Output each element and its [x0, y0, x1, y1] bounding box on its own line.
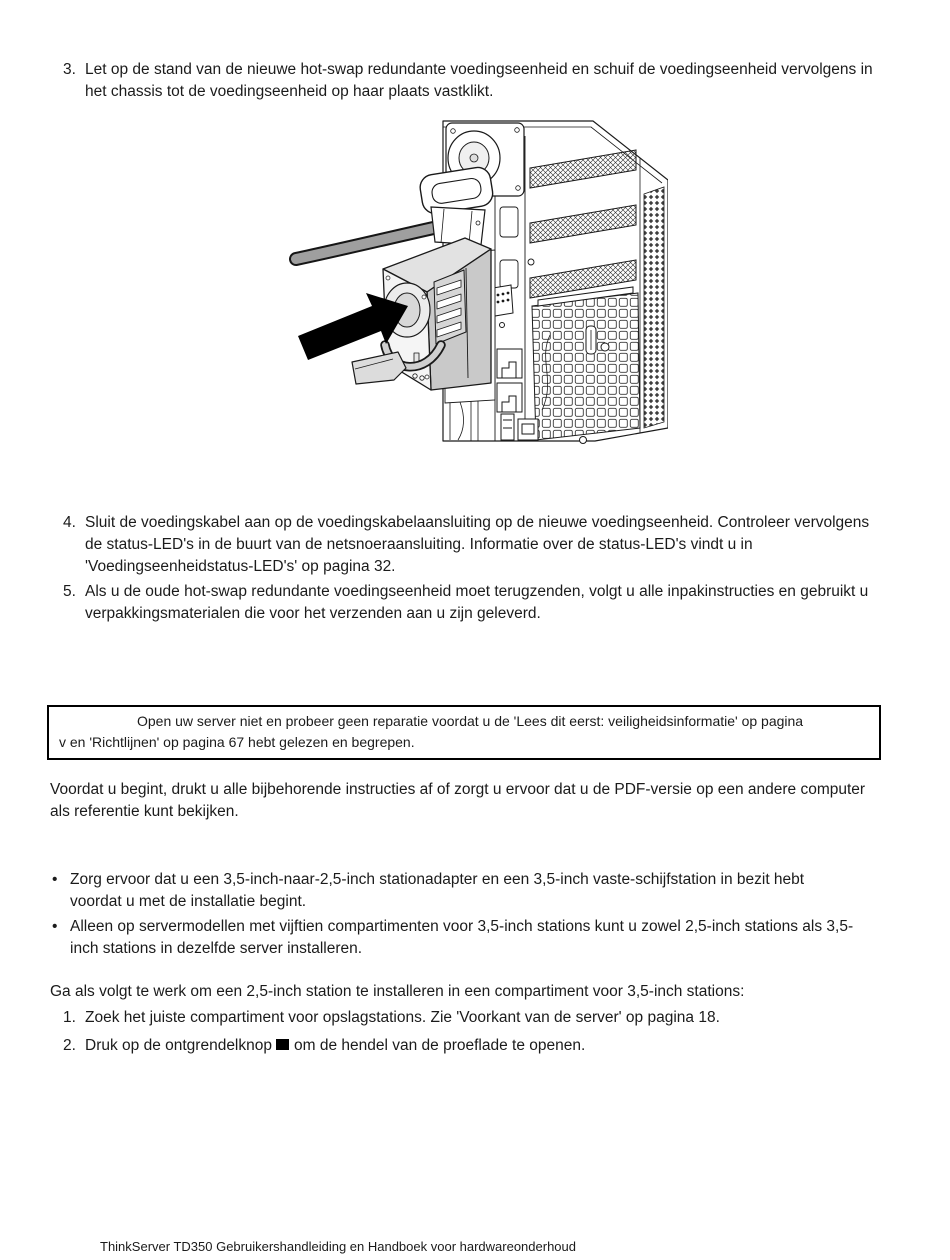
attention-text-line2: v en 'Richtlijnen' op pagina 67 hebt gelezen en begrepen.: [59, 734, 415, 750]
step-text-before: Druk op de ontgrendelknop: [85, 1037, 272, 1054]
release-button-callout-icon: [276, 1039, 289, 1050]
bullet-icon: [52, 916, 70, 960]
attention-box: [47, 705, 881, 760]
step-4: [63, 512, 885, 578]
side-vent-mesh: [644, 187, 664, 428]
step-text: Let op de stand van de nieuwe hot-swap redundante voedingseenheid en schuif de voedingseenheid vervolgens in het chassis tot de voedingseenheid op haar plaats vastklikt.: [85, 61, 873, 100]
power-plug: [431, 207, 485, 245]
step-number: 2.: [63, 1037, 76, 1054]
install-step-1: [63, 1007, 885, 1029]
step-3: [63, 59, 885, 103]
step-text: Als u de oude hot-swap redundante voedingseenheid moet terugzenden, volgt u alle inpakinstructies en gebruikt u verpakkingsmaterialen die voor het verzenden aan u zijn geleverd.: [85, 583, 869, 622]
bullet-icon: [52, 869, 70, 913]
paragraph-print-instructions: Voordat u begint, drukt u alle bijbehorende instructies af of zorgt u ervoor dat u de PDF-versie op een andere computer als referentie kunt bekijken.: [50, 781, 866, 820]
install-step-2: [63, 1035, 885, 1057]
step-number: 5.: [63, 583, 76, 600]
psu-release-latch: [352, 352, 406, 384]
step-text: Sluit de voedingskabel aan op de voedingskabelaansluiting op de nieuwe voedingseenheid. Controleer vervolgens de status-LED's in de buurt van de netsnoeraansluiting. Informatie over de status-LED's vindt u in 'Voedingseenheidstatus-LED's' op pagina 32.: [85, 514, 870, 575]
step-5: [63, 581, 885, 625]
step-text: [85, 1035, 885, 1057]
attention-text-line1: Open uw server niet en probeer geen reparatie voordat u de 'Lees dit eerst: veiligheidsinformatie' op pagina: [137, 713, 804, 729]
note-bullet-1: [52, 869, 858, 913]
psu-installation-illustration: [288, 110, 668, 455]
page-footer: ThinkServer TD350 Gebruikershandleiding en Handboek voor hardwareonderhoud: [100, 1239, 576, 1254]
power-cable: [296, 227, 438, 259]
psu-installation-figure: [288, 110, 668, 455]
step-text-after: om de hendel van de proeflade te openen.: [294, 1037, 586, 1054]
rear-vent-grid: [532, 293, 640, 440]
note-bullet-2: [52, 916, 858, 960]
step-number: 3.: [63, 61, 76, 78]
step-text: Zoek het juiste compartiment voor opslagstations. Zie 'Voorkant van de server' op pagina 18.: [85, 1009, 720, 1026]
step-number: 1.: [63, 1009, 76, 1026]
note-text: Alleen op servermodellen met vijftien compartimenten voor 3,5-inch stations kunt u zowel 2,5-inch stations als 3,5-inch stations in dezelfde server installeren.: [70, 918, 854, 957]
note-text: Zorg ervoor dat u een 3,5-inch-naar-2,5-inch stationadapter en een 3,5-inch vaste-schijfstation in bezit hebt voordat u met de installatie begint.: [70, 871, 805, 910]
paragraph-install-intro: Ga als volgt te werk om een 2,5-inch station te installeren in een compartiment voor 3,5-inch stations:: [50, 983, 745, 1000]
step-number: 4.: [63, 514, 76, 531]
